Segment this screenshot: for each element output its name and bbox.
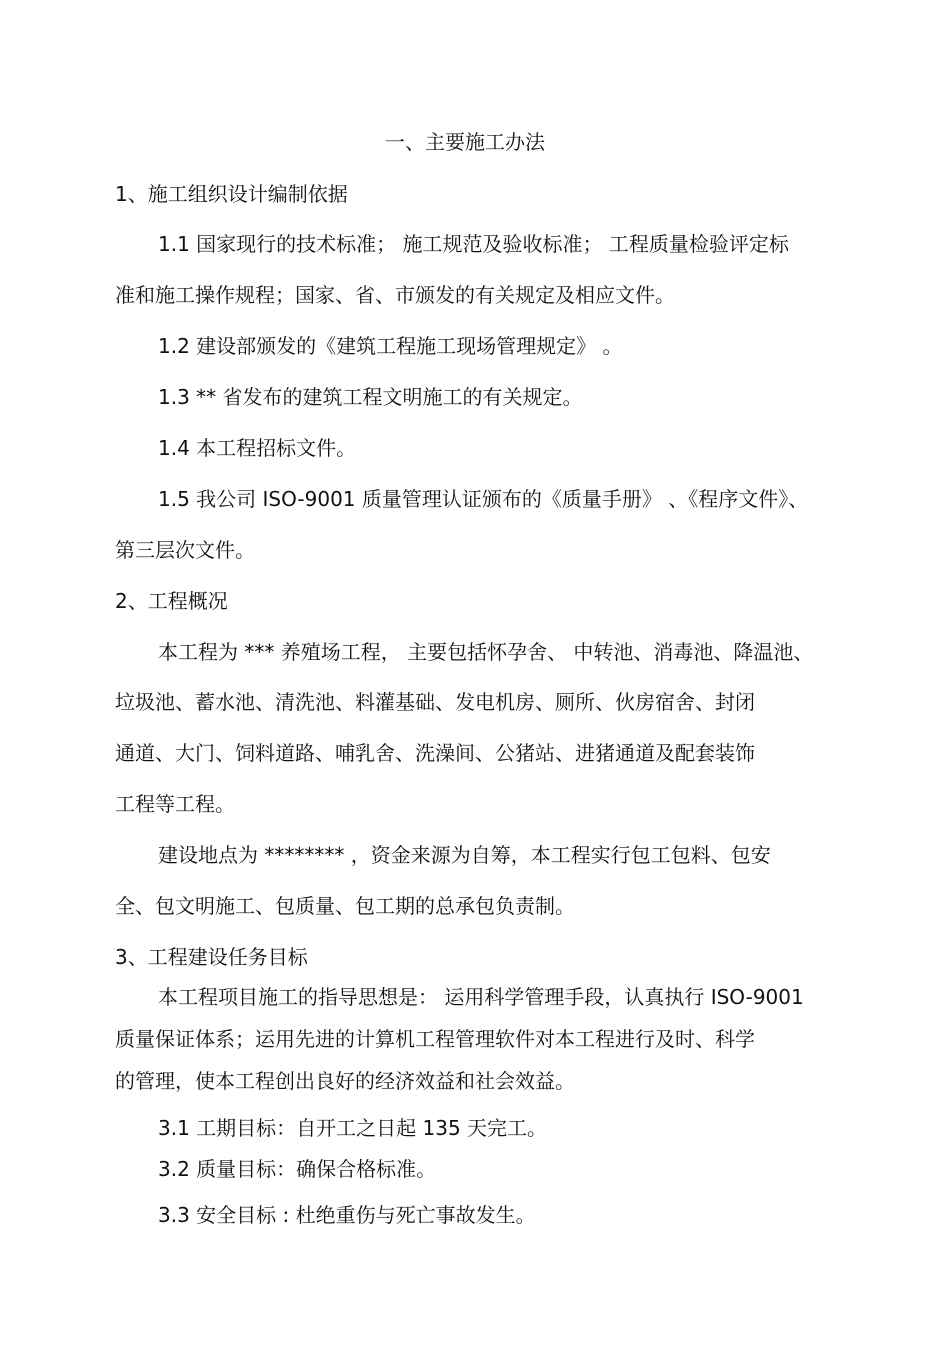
- goal-item-3-1: 3.1 工期目标：自开工之日起 135 天完工。: [158, 1116, 548, 1140]
- overview-para-1-line-1: 本工程为 *** 养殖场工程， 主要包括怀孕舍、 中转池、消毒池、降温池、: [158, 640, 814, 664]
- item-1-1-line-2: 准和施工操作规程；国家、省、市颁发的有关规定及相应文件。: [115, 283, 675, 307]
- section-3-heading: 3、工程建设任务目标: [115, 945, 308, 969]
- overview-para-1-line-2: 垃圾池、蓄水池、清洗池、料灌基础、发电机房、厕所、伙房宿舍、封闭: [115, 690, 755, 714]
- item-1-2: 1.2 建设部颁发的《建筑工程施工现场管理规定》 。: [158, 334, 623, 358]
- overview-para-1-line-4: 工程等工程。: [115, 792, 235, 816]
- overview-para-2-line-2: 全、包文明施工、包质量、包工期的总承包负责制。: [115, 894, 575, 918]
- goal-para-line-1: 本工程项目施工的指导思想是： 运用科学管理手段，认真执行 ISO-9001: [158, 985, 804, 1009]
- goal-item-3-3: 3.3 安全目标 : 杜绝重伤与死亡事故发生。: [158, 1203, 536, 1227]
- item-1-5-line-1: 1.5 我公司 ISO-9001 质量管理认证颁布的《质量手册》 、《程序文件》、: [158, 487, 809, 511]
- overview-para-1-line-3: 通道、大门、饲料道路、哺乳舍、洗澡间、公猪站、进猪通道及配套装饰: [115, 741, 755, 765]
- section-1-heading: 1、施工组织设计编制依据: [115, 182, 348, 206]
- item-1-5-line-2: 第三层次文件。: [115, 538, 255, 562]
- goal-para-line-2: 质量保证体系；运用先进的计算机工程管理软件对本工程进行及时、科学: [115, 1027, 755, 1051]
- item-1-3: 1.3 ** 省发布的建筑工程文明施工的有关规定。: [158, 385, 583, 409]
- section-2-heading: 2、工程概况: [115, 589, 228, 613]
- item-1-1-line-1: 1.1 国家现行的技术标准； 施工规范及验收标准； 工程质量检验评定标: [158, 232, 789, 256]
- overview-para-2-line-1: 建设地点为 ******** ，资金来源为自筹，本工程实行包工包料、包安: [158, 843, 771, 867]
- goal-para-line-3: 的管理，使本工程创出良好的经济效益和社会效益。: [115, 1069, 575, 1093]
- goal-item-3-2: 3.2 质量目标：确保合格标准。: [158, 1157, 437, 1181]
- item-1-4: 1.4 本工程招标文件。: [158, 436, 357, 460]
- document-title: 一、主要施工办法: [385, 130, 545, 154]
